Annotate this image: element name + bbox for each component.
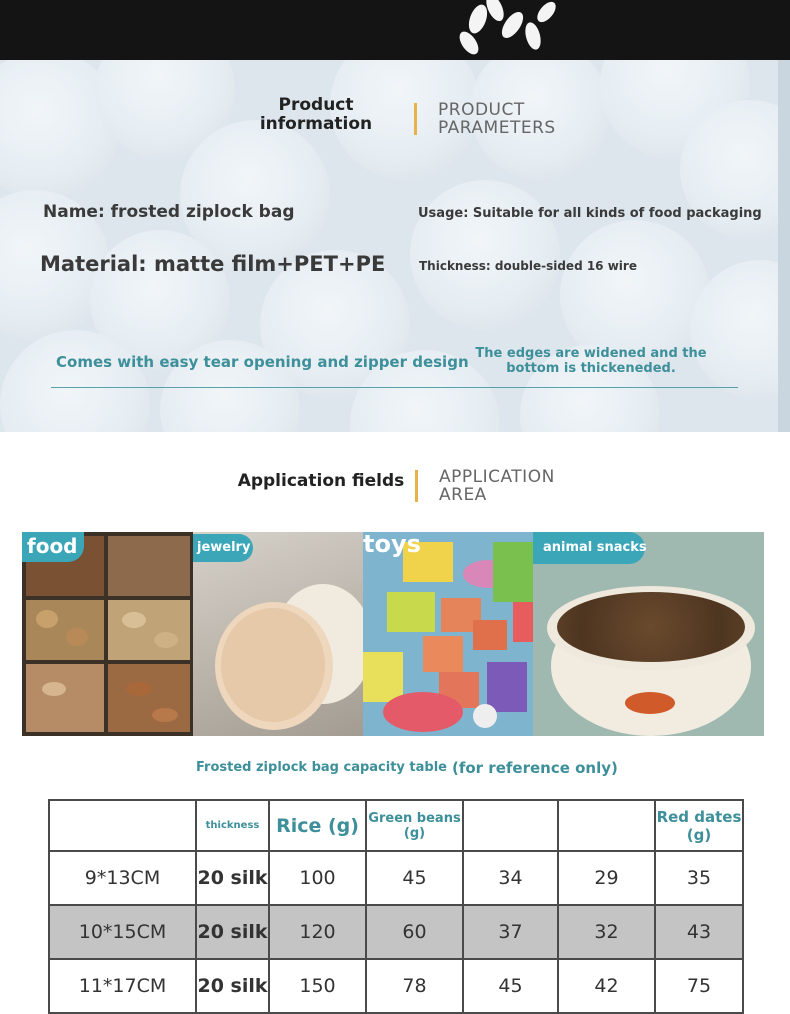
header-cell	[558, 800, 655, 851]
nut-tray	[26, 664, 104, 732]
thickness-cell: 20 silk	[196, 851, 269, 905]
header-cell: thickness	[196, 800, 269, 851]
accent-bar	[414, 103, 417, 135]
capacity-table	[48, 799, 744, 1014]
toy-block	[387, 592, 435, 632]
table-row	[49, 851, 743, 905]
tile-animal-snacks	[533, 532, 764, 736]
header-cell: Red dates (g)	[655, 800, 743, 851]
feature-edges	[466, 346, 716, 376]
tile-toys-label: toys	[363, 532, 421, 558]
thickness-cell: 20 silk	[196, 959, 269, 1013]
toy-cylinder	[383, 692, 463, 732]
application-subtitle	[439, 468, 555, 504]
feature-zipper: Comes with easy tear opening and zipper design	[56, 353, 469, 371]
nut-tray	[108, 664, 190, 732]
value-cell: 32	[558, 905, 655, 959]
toy-block	[423, 636, 463, 672]
size-cell: 10*15CM	[49, 905, 196, 959]
feature-edges-line: The edges are widened and the	[475, 346, 707, 361]
tile-jewelry-label: jewelry	[197, 540, 251, 555]
nut	[154, 632, 178, 648]
value-cell: 60	[366, 905, 463, 959]
subtitle-line: PRODUCT	[438, 100, 525, 120]
toy-ball	[473, 704, 497, 728]
subtitle-line: AREA	[439, 485, 487, 505]
tile-food	[22, 532, 193, 736]
product-name: Name: frosted ziplock bag	[43, 202, 295, 222]
value-cell: 42	[558, 959, 655, 1013]
application-title: Application fields	[237, 471, 405, 491]
section-title: Product information	[259, 95, 373, 134]
nut-tray	[108, 600, 190, 660]
tile-animal-snacks-label: animal snacks	[543, 540, 647, 555]
product-material: Material: matte film+PET+PE	[40, 252, 386, 276]
rice-grain	[534, 0, 559, 25]
pet-food	[557, 592, 745, 662]
tile-jewelry	[193, 532, 363, 736]
toy-block	[473, 620, 507, 650]
top-banner	[0, 0, 790, 60]
product-thickness: Thickness: double-sided 16 wire	[419, 259, 637, 273]
rice-grain	[523, 21, 544, 52]
accent-bar	[415, 470, 418, 502]
dog-decoration	[625, 692, 675, 714]
capacity-table-title: Frosted ziplock bag capacity table	[196, 760, 447, 775]
tile-toys	[363, 532, 533, 736]
edge-shadow	[778, 60, 790, 432]
product-parameters-section	[0, 60, 790, 432]
value-cell: 45	[366, 851, 463, 905]
nut	[42, 682, 66, 696]
value-cell: 35	[655, 851, 743, 905]
toy-block	[487, 662, 527, 712]
header-cell: Green beans (g)	[366, 800, 463, 851]
header-cell	[463, 800, 558, 851]
size-cell: 11*17CM	[49, 959, 196, 1013]
rice-grain	[456, 28, 482, 57]
tile-food-label: food	[27, 534, 78, 558]
bubble-decoration	[410, 180, 560, 330]
nut	[66, 628, 88, 646]
nut-tray	[108, 536, 190, 596]
value-cell: 100	[269, 851, 366, 905]
value-cell: 29	[558, 851, 655, 905]
header-cell: Rice (g)	[269, 800, 366, 851]
value-cell: 45	[463, 959, 558, 1013]
value-cell: 75	[655, 959, 743, 1013]
table-row	[49, 959, 743, 1013]
product-usage: Usage: Suitable for all kinds of food packaging	[418, 206, 762, 221]
nut-tray	[26, 600, 104, 660]
value-cell: 34	[463, 851, 558, 905]
value-cell: 78	[366, 959, 463, 1013]
nut	[126, 682, 152, 696]
jewelry-disc	[221, 608, 325, 722]
subtitle-line: APPLICATION	[439, 467, 555, 487]
value-cell: 37	[463, 905, 558, 959]
table-row	[49, 905, 743, 959]
toy-block	[493, 542, 533, 602]
value-cell: 120	[269, 905, 366, 959]
value-cell: 43	[655, 905, 743, 959]
section-subtitle	[438, 101, 556, 137]
table-header-row	[49, 800, 743, 851]
toy-block	[513, 602, 533, 642]
divider-line	[51, 387, 738, 388]
toy-block	[363, 652, 403, 702]
nut	[122, 612, 146, 628]
nut	[36, 610, 58, 628]
nut	[152, 708, 178, 722]
capacity-table-note: (for reference only)	[452, 759, 618, 777]
feature-edges-line: bottom is thickeneded.	[506, 361, 676, 376]
thickness-cell: 20 silk	[196, 905, 269, 959]
subtitle-line: PARAMETERS	[438, 118, 556, 138]
size-cell: 9*13CM	[49, 851, 196, 905]
header-cell	[49, 800, 196, 851]
value-cell: 150	[269, 959, 366, 1013]
